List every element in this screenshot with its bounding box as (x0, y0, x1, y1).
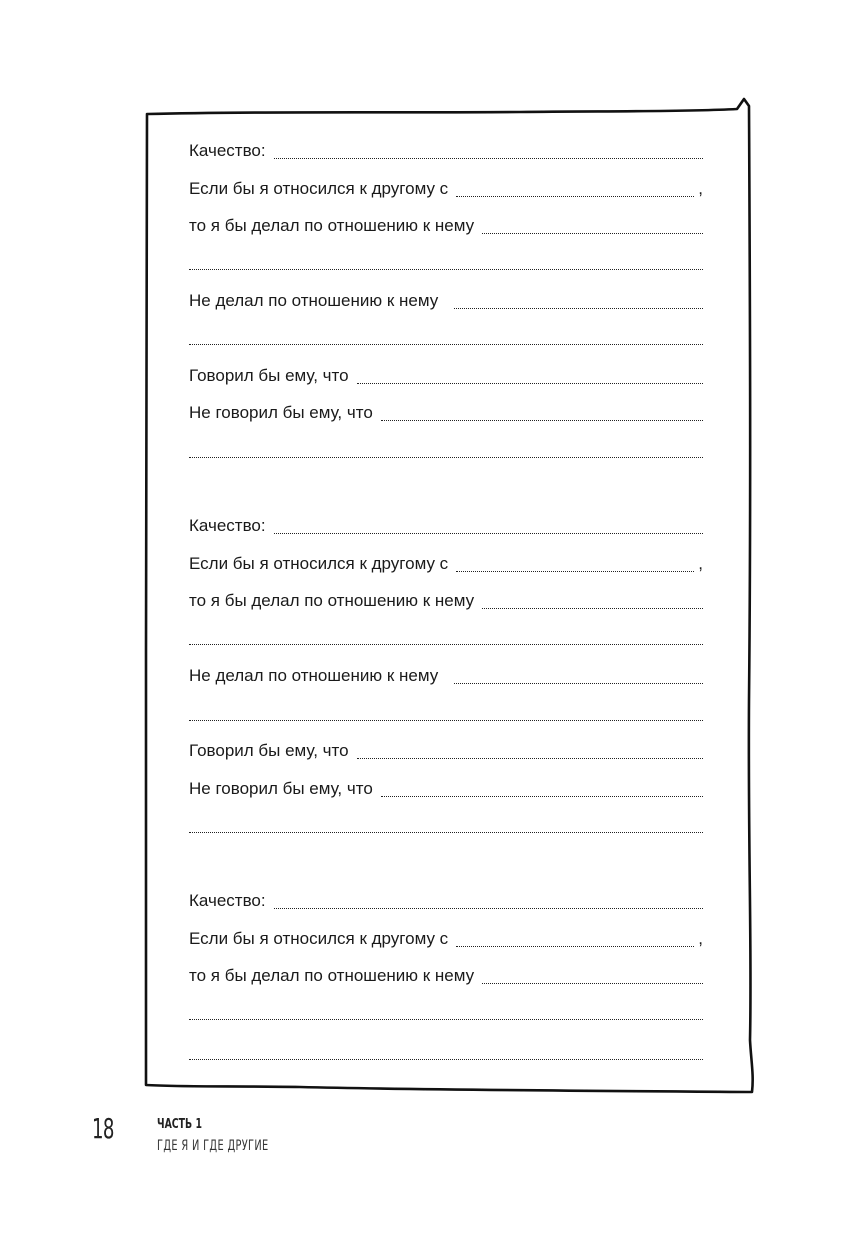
quality-label: Качество: (189, 891, 266, 910)
not-do-blank[interactable] (454, 683, 703, 684)
would-do-label: то я бы делал по отношению к нему (189, 591, 475, 610)
blank-line (189, 998, 703, 1022)
quality-row (189, 887, 703, 911)
blank-line (189, 811, 703, 835)
continuation-blank[interactable] (189, 457, 703, 458)
would-do-label: то я бы делал по отношению к нему (189, 966, 475, 985)
not-do-label: Не делал по отношению к нему (189, 666, 439, 685)
would-do-blank[interactable] (482, 608, 703, 609)
part-title: ГДЕ Я И ГДЕ ДРУГИЕ (157, 1138, 269, 1154)
if-related-row (189, 175, 703, 199)
would-say-label: Говорил бы ему, что (189, 741, 349, 760)
quality-label: Качество: (189, 141, 266, 160)
quality-blank[interactable] (274, 533, 703, 534)
would-do-row (189, 212, 703, 236)
if-related-blank[interactable] (456, 196, 694, 197)
if-related-label: Если бы я относился к другому с (189, 179, 449, 198)
would-say-row (189, 362, 703, 386)
if-related-label: Если бы я относился к другому с (189, 929, 449, 948)
quality-blank[interactable] (274, 908, 703, 909)
blank-line (189, 436, 703, 460)
quality-blank[interactable] (274, 158, 703, 159)
not-say-row (189, 399, 703, 423)
if-related-row (189, 925, 703, 949)
quality-row (189, 512, 703, 536)
would-say-row (189, 737, 703, 761)
blank-line (189, 1038, 703, 1062)
continuation-blank[interactable] (189, 1059, 703, 1060)
part-label: ЧАСТЬ 1 (157, 1117, 202, 1132)
not-say-label: Не говорил бы ему, что (189, 403, 373, 422)
comma: , (698, 929, 703, 948)
blank-line (189, 248, 703, 272)
quality-label: Качество: (189, 516, 266, 535)
not-do-blank[interactable] (454, 308, 703, 309)
blank-line (189, 323, 703, 347)
not-say-blank[interactable] (381, 796, 703, 797)
quality-row (189, 137, 703, 161)
continuation-blank[interactable] (189, 832, 703, 833)
if-related-blank[interactable] (456, 946, 694, 947)
continuation-blank[interactable] (189, 1019, 703, 1020)
not-say-label: Не говорил бы ему, что (189, 779, 373, 798)
blank-line (189, 699, 703, 723)
would-do-blank[interactable] (482, 983, 703, 984)
if-related-label: Если бы я относился к другому с (189, 554, 449, 573)
continuation-blank[interactable] (189, 344, 703, 345)
would-do-blank[interactable] (482, 233, 703, 234)
continuation-blank[interactable] (189, 269, 703, 270)
not-do-label: Не делал по отношению к нему (189, 291, 439, 310)
if-related-row (189, 550, 703, 574)
not-say-row (189, 775, 703, 799)
blank-line (189, 623, 703, 647)
would-say-label: Говорил бы ему, что (189, 366, 349, 385)
if-related-blank[interactable] (456, 571, 694, 572)
would-do-label: то я бы делал по отношению к нему (189, 216, 475, 235)
would-do-row (189, 962, 703, 986)
page-number: 18 (92, 1112, 114, 1145)
would-say-blank[interactable] (357, 758, 703, 759)
continuation-blank[interactable] (189, 644, 703, 645)
not-do-row (189, 662, 703, 686)
comma: , (698, 554, 703, 573)
comma: , (698, 179, 703, 198)
continuation-blank[interactable] (189, 720, 703, 721)
not-do-row (189, 287, 703, 311)
would-do-row (189, 587, 703, 611)
not-say-blank[interactable] (381, 420, 703, 421)
would-say-blank[interactable] (357, 383, 703, 384)
